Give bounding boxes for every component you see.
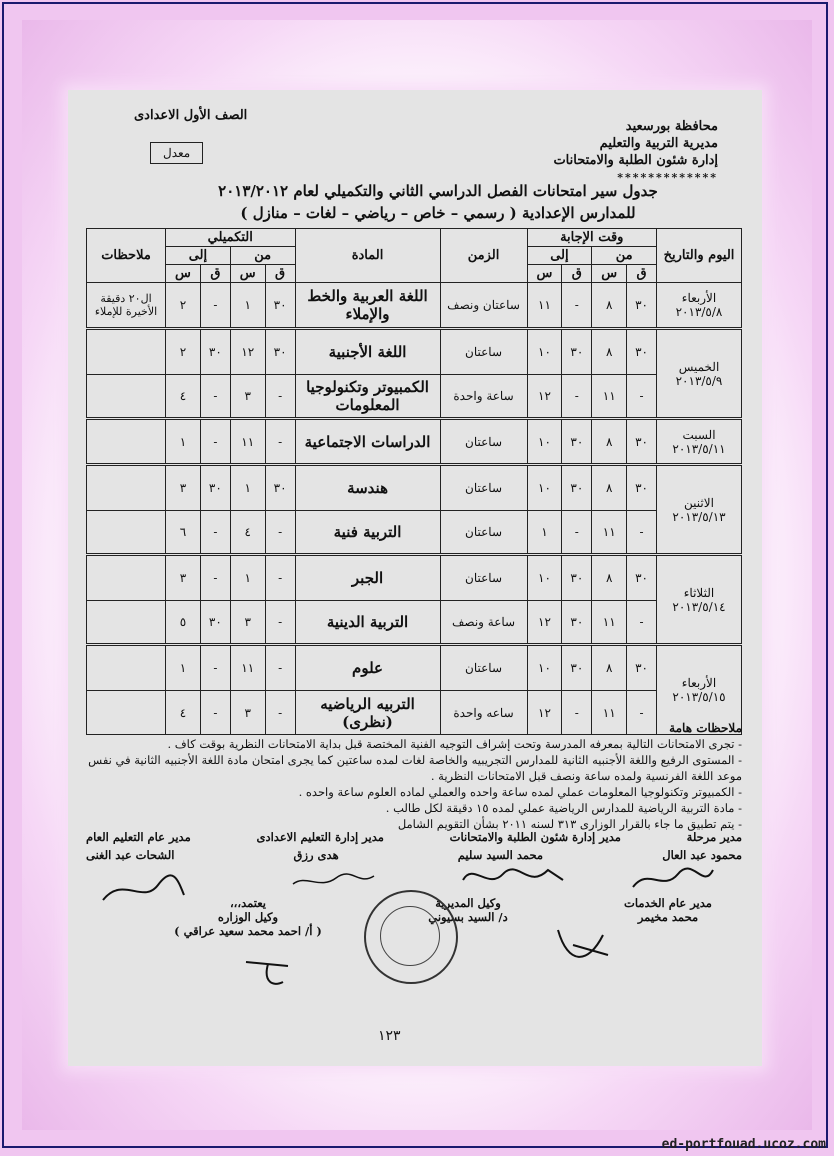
- cell-duration: ساعتان: [440, 555, 527, 601]
- cell-cfq: -: [265, 601, 295, 645]
- cell-day: [657, 419, 742, 465]
- cell-tq: ٣٠: [562, 465, 592, 511]
- table-row: [87, 601, 742, 645]
- signature-title: مدير مرحلة: [686, 830, 742, 844]
- cell-tq: ٣٠: [562, 645, 592, 691]
- cell-notes: [87, 465, 166, 511]
- cell-fq: ٣٠: [627, 283, 657, 329]
- signature-title: مدير عام التعليم العام: [86, 830, 191, 844]
- cell-cfq: -: [265, 555, 295, 601]
- cell-ts: ١٢: [527, 375, 562, 419]
- cell-duration: ساعتان: [440, 419, 527, 465]
- header-sup-to: إلى: [166, 247, 231, 265]
- cell-cfs: ١: [230, 555, 265, 601]
- cell-ts: ١١: [527, 283, 562, 329]
- cell-ctq: -: [200, 511, 230, 555]
- cell-duration: ساعتان: [440, 511, 527, 555]
- header-supplementary: التكميلي: [166, 229, 296, 247]
- cell-day: [657, 555, 742, 645]
- header-q: ق: [200, 265, 230, 283]
- cell-cfs: ١: [230, 465, 265, 511]
- deputy-director-name: د/ السيد بسيوني: [428, 910, 508, 924]
- cell-tq: -: [562, 283, 592, 329]
- cell-fq: -: [627, 511, 657, 555]
- cell-cts: ٦: [166, 511, 201, 555]
- signature-scribble: [628, 862, 718, 896]
- cell-cfs: ١٢: [230, 329, 265, 375]
- day-name: السبت: [682, 427, 716, 442]
- cell-day: [657, 283, 742, 329]
- cell-tq: -: [562, 691, 592, 735]
- cell-cfq: ٣٠: [265, 465, 295, 511]
- signature-scribble: [288, 866, 378, 894]
- cell-ts: ١٠: [527, 465, 562, 511]
- cell-fq: ٣٠: [627, 555, 657, 601]
- document-title: جدول سير امتحانات الفصل الدراسي الثاني والتكميلي لعام ٢٠١٣/٢٠١٢: [218, 182, 658, 200]
- cell-cfs: ٤: [230, 511, 265, 555]
- signature-name: الشحات عبد الغنى: [86, 848, 175, 862]
- day-name: الأربعاء: [681, 676, 717, 690]
- scanned-document: [68, 90, 762, 1066]
- cell-cts: ٢: [166, 283, 201, 329]
- header-s: س: [230, 265, 265, 283]
- note-item: - الكمبيوتر وتكنولوجيا المعلومات عملي لمده ساعة واحده والعملي لماده العلوم ساعة واحده .: [298, 785, 742, 799]
- ministry-name: ( أ/ احمد محمد سعيد عراقي ): [174, 924, 322, 938]
- document-subtitle: للمدارس الإعدادية ( رسمي – خاص – رياضي – لغات – منازل ): [240, 204, 636, 222]
- cell-duration: ساعتان: [440, 329, 527, 375]
- services-name: محمد مخيمر: [637, 910, 699, 924]
- header-s: س: [527, 265, 562, 283]
- cell-ts: ١٢: [527, 601, 562, 645]
- cell-fq: ٣٠: [627, 465, 657, 511]
- note-item: - تجرى الامتحانات التالية بمعرفه المدرسة وتحت إشراف التوجيه الفنية المختصة قبل بداية الامتحانات النظرية بوقت كاف .: [167, 737, 742, 751]
- cell-subject: هندسة: [295, 465, 440, 511]
- header-subject: المادة: [295, 229, 440, 283]
- cell-ts: ١٢: [527, 691, 562, 735]
- cell-day: [657, 329, 742, 419]
- cell-fs: ٨: [592, 283, 627, 329]
- signature-name: هدى رزق: [293, 848, 339, 862]
- cell-cfq: -: [265, 511, 295, 555]
- day-name: الأربعاء: [681, 291, 717, 305]
- notes-title: ملاحظات هامة: [669, 721, 742, 735]
- table-row: [87, 375, 742, 419]
- signature-scribble: [458, 860, 568, 894]
- cell-subject: التربية الدينية: [295, 601, 440, 645]
- grade-label: الصف الأول الاعدادى: [134, 108, 248, 123]
- stars-divider: *************: [617, 171, 718, 184]
- cell-ts: ١٠: [527, 555, 562, 601]
- deputy-director-title: وكيل المديرية: [435, 896, 501, 910]
- cell-ctq: ٣٠: [200, 601, 230, 645]
- cell-cfq: -: [265, 419, 295, 465]
- cell-tq: ٣٠: [562, 419, 592, 465]
- page-number: ١٢٣: [378, 1028, 401, 1044]
- cell-cfs: ١١: [230, 645, 265, 691]
- cell-duration: ساعتان: [440, 465, 527, 511]
- cell-ctq: ٣٠: [200, 465, 230, 511]
- cell-subject: الجبر: [295, 555, 440, 601]
- cell-subject: علوم: [295, 645, 440, 691]
- cell-fq: ٣٠: [627, 645, 657, 691]
- table-row: [87, 465, 742, 511]
- cell-cts: ٣: [166, 465, 201, 511]
- footer-url: ed-portfouad.ucoz.com: [661, 1137, 826, 1152]
- signature-title: مدير إدارة التعليم الاعدادى: [256, 830, 384, 844]
- header-q: ق: [562, 265, 592, 283]
- header-sup-from: من: [230, 247, 295, 265]
- cell-cfq: -: [265, 375, 295, 419]
- cell-notes: [87, 511, 166, 555]
- cell-duration: ساعة واحدة: [440, 375, 527, 419]
- signature-titles-row: [86, 830, 742, 844]
- header-q: ق: [627, 265, 657, 283]
- day-name: الاثنين: [684, 495, 714, 510]
- ministry-title: وكيل الوزاره: [217, 910, 279, 924]
- cell-subject: الدراسات الاجتماعية: [295, 419, 440, 465]
- day-date: ٢٠١٣/٥/١٥: [672, 690, 726, 704]
- cell-cfs: ١١: [230, 419, 265, 465]
- cell-cts: ١: [166, 419, 201, 465]
- cell-subject: الكمبيوتر وتكنولوجيا المعلومات: [295, 375, 440, 419]
- cell-notes: ال٢٠ دقيقة الأخيرة للإملاء: [87, 283, 166, 329]
- cell-cfs: ٣: [230, 601, 265, 645]
- cell-notes: [87, 419, 166, 465]
- note-item: - مادة التربية الرياضية للمدارس الرياضية عملي لمده ١٥ دقيقة لكل طالب .: [385, 801, 742, 815]
- services-title: مدير عام الخدمات: [624, 896, 712, 910]
- cell-cts: ٣: [166, 555, 201, 601]
- cell-subject: التربيه الرياضيه (نظرى): [295, 691, 440, 735]
- header-s: س: [592, 265, 627, 283]
- cell-fq: -: [627, 375, 657, 419]
- cell-day: [657, 465, 742, 555]
- cell-fs: ٨: [592, 645, 627, 691]
- governorate: محافظة بورسعيد: [625, 119, 718, 134]
- cell-subject: اللغة العربية والخط والإملاء: [295, 283, 440, 329]
- cell-cts: ٤: [166, 691, 201, 735]
- directorate: مديرية التربية والتعليم: [599, 136, 718, 151]
- cell-ts: ١: [527, 511, 562, 555]
- cell-notes: [87, 375, 166, 419]
- cell-notes: [87, 601, 166, 645]
- cell-cfs: ١: [230, 283, 265, 329]
- cell-tq: ٣٠: [562, 555, 592, 601]
- cell-fs: ١١: [592, 691, 627, 735]
- signature-names-row: [86, 848, 742, 862]
- header-day: اليوم والتاريخ: [657, 229, 742, 283]
- cell-duration: ساعه واحدة: [440, 691, 527, 735]
- cell-fq: ٣٠: [627, 419, 657, 465]
- cell-notes: [87, 645, 166, 691]
- cell-duration: ساعة ونصف: [440, 601, 527, 645]
- cell-fq: -: [627, 601, 657, 645]
- table-row: [87, 329, 742, 375]
- cell-ctq: -: [200, 375, 230, 419]
- cell-fq: -: [627, 691, 657, 735]
- cell-cfq: -: [265, 691, 295, 735]
- cell-ts: ١٠: [527, 329, 562, 375]
- cell-subject: اللغة الأجنبية: [295, 329, 440, 375]
- header-notes: ملاحظات: [87, 229, 166, 283]
- cell-cts: ٢: [166, 329, 201, 375]
- exam-schedule-table: [86, 228, 742, 735]
- cell-ctq: -: [200, 283, 230, 329]
- day-name: الخميس: [678, 359, 720, 374]
- cell-tq: ٣٠: [562, 601, 592, 645]
- header-to: إلى: [527, 247, 592, 265]
- cell-ts: ١٠: [527, 645, 562, 691]
- signature-scribble: [238, 952, 298, 992]
- note-item: - المستوى الرفيع واللغة الأجنبيه الثانية للمدارس التجريبيه والخاصة لغات لمده ساعتين كما يجرى امتحان مادة اللغة الأجنبيه الثانية في نفس موعد اللغة الفرنسية ولمده ساعة ونصف قبل الامتحانات النظرية .: [88, 753, 742, 783]
- note-item: - يتم تطبيق ما جاء بالقرار الوزارى ٣١٣ لسنه ٢٠١١ بشأن التقويم الشامل: [397, 817, 742, 831]
- cell-fs: ١١: [592, 375, 627, 419]
- cell-ctq: -: [200, 645, 230, 691]
- header-q: ق: [265, 265, 295, 283]
- cell-notes: [87, 555, 166, 601]
- cell-cfq: -: [265, 645, 295, 691]
- signature-title: مدير إدارة شئون الطلبة والامتحانات: [449, 830, 621, 844]
- cell-ctq: ٣٠: [200, 329, 230, 375]
- cell-cts: ١: [166, 645, 201, 691]
- day-date: ٢٠١٣/٥/٨: [675, 305, 723, 319]
- cell-ctq: -: [200, 419, 230, 465]
- day-date: ٢٠١٣/٥/٩: [675, 373, 723, 388]
- cell-ctq: -: [200, 555, 230, 601]
- cell-cfs: ٣: [230, 375, 265, 419]
- cell-subject: التربية فنية: [295, 511, 440, 555]
- ministry-signature: [168, 896, 328, 938]
- approve-label: يعتمد،،،: [229, 896, 267, 910]
- header-s: س: [166, 265, 201, 283]
- cell-tq: -: [562, 511, 592, 555]
- day-date: ٢٠١٣/٥/١١: [672, 441, 726, 456]
- signature-name: محمود عبد العال: [662, 848, 742, 862]
- cell-cts: ٥: [166, 601, 201, 645]
- cell-fs: ٨: [592, 465, 627, 511]
- table-row: [87, 511, 742, 555]
- important-notes: [86, 720, 742, 832]
- cell-tq: -: [562, 375, 592, 419]
- table-row: [87, 419, 742, 465]
- signature-scribble: [548, 925, 618, 965]
- document-header: [553, 118, 718, 186]
- cell-ctq: -: [200, 691, 230, 735]
- header-duration: الزمن: [440, 229, 527, 283]
- day-date: ٢٠١٣/٥/١٤: [672, 599, 726, 614]
- cell-fs: ٨: [592, 419, 627, 465]
- cell-duration: ساعتان ونصف: [440, 283, 527, 329]
- cell-cfq: ٣٠: [265, 283, 295, 329]
- cell-cfs: ٣: [230, 691, 265, 735]
- revised-stamp: معدل: [150, 142, 203, 164]
- cell-ts: ١٠: [527, 419, 562, 465]
- cell-cts: ٤: [166, 375, 201, 419]
- day-date: ٢٠١٣/٥/١٣: [672, 509, 726, 524]
- cell-fs: ٨: [592, 329, 627, 375]
- cell-duration: ساعتان: [440, 645, 527, 691]
- cell-fs: ١١: [592, 601, 627, 645]
- cell-notes: [87, 329, 166, 375]
- cell-fq: ٣٠: [627, 329, 657, 375]
- department: إدارة شئون الطلبة والامتحانات: [553, 153, 718, 168]
- cell-fs: ١١: [592, 511, 627, 555]
- cell-cfq: ٣٠: [265, 329, 295, 375]
- table-row: [87, 645, 742, 691]
- cell-fs: ٨: [592, 555, 627, 601]
- table-row: [87, 555, 742, 601]
- signature-name: محمد السيد سليم: [457, 848, 544, 862]
- services-signature: [608, 896, 728, 924]
- header-answer-time: وقت الإجابة: [527, 229, 656, 247]
- header-from: من: [592, 247, 657, 265]
- official-seal-icon: [364, 890, 458, 984]
- cell-tq: ٣٠: [562, 329, 592, 375]
- day-name: الثلاثاء: [683, 585, 715, 600]
- table-row: [87, 283, 742, 329]
